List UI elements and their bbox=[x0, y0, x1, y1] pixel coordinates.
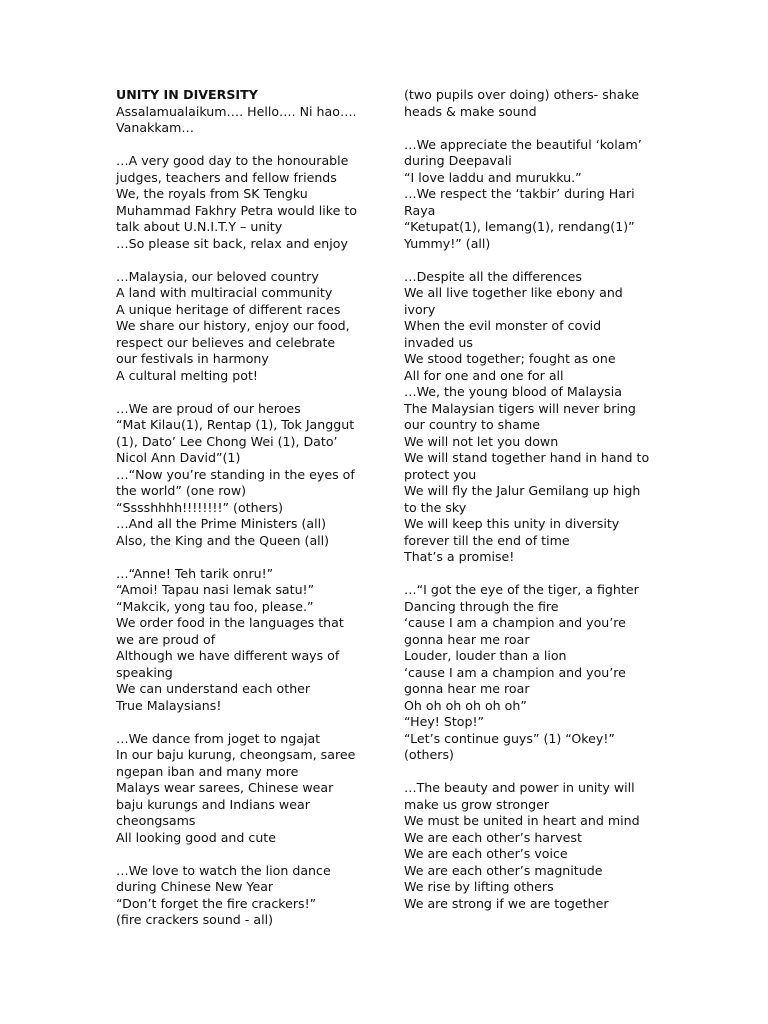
text-line: “Don’t forget the fire crackers!” bbox=[116, 895, 317, 911]
text-line: cheongsams bbox=[116, 813, 196, 828]
text-line: (two pupils over doing) others- shake bbox=[404, 87, 640, 102]
right-column bbox=[404, 87, 658, 912]
text-line: …And all the Prime Ministers (all) bbox=[116, 516, 327, 531]
text-line: …A very good day to the honourable bbox=[116, 153, 349, 168]
text-line: judges, teachers and fellow friends bbox=[116, 169, 337, 185]
text-line: That’s a promise! bbox=[404, 549, 515, 564]
text-line: We are each other’s harvest bbox=[404, 829, 582, 845]
text-line: All looking good and cute bbox=[116, 829, 276, 845]
text-line: We share our history, enjoy our food, bbox=[116, 318, 350, 333]
text-line: “Ketupat(1), lemang(1), rendang(1)” bbox=[404, 219, 635, 234]
text-line: True Malaysians! bbox=[116, 697, 222, 713]
text-line: We are each other’s magnitude bbox=[404, 862, 603, 878]
text-line: …So please sit back, relax and enjoy bbox=[116, 235, 348, 251]
text-line: forever till the end of time bbox=[404, 532, 570, 548]
text-line: “Amoi! Tapau nasi lemak satu!” bbox=[116, 582, 315, 597]
text-line: Dancing through the fire bbox=[404, 598, 559, 614]
text-line: We are each other’s voice bbox=[404, 846, 568, 861]
document-title: UNITY IN DIVERSITY bbox=[116, 87, 258, 102]
text-line: baju kurungs and Indians wear bbox=[116, 796, 310, 812]
text-line: We order food in the languages that bbox=[116, 615, 344, 630]
text-line: Assalamualaikum…. Hello…. Ni hao…. bbox=[116, 103, 357, 119]
text-line: We must be united in heart and mind bbox=[404, 813, 640, 828]
stanza-gap bbox=[116, 714, 376, 731]
stanza-gap bbox=[404, 566, 658, 583]
text-line: talk about U.N.I.T.Y – unity bbox=[116, 219, 283, 234]
stanza-gap bbox=[404, 764, 658, 781]
text-line: “Sssshhhh!!!!!!!!” (others) bbox=[116, 499, 283, 515]
text-line: Yummy!” (all) bbox=[404, 235, 491, 251]
text-line: All for one and one for all bbox=[404, 367, 564, 383]
text-line: Raya bbox=[404, 202, 436, 218]
text-line: make us grow stronger bbox=[404, 796, 550, 812]
text-line: Vanakkam… bbox=[116, 120, 194, 135]
text-line: We, the royals from SK Tengku bbox=[116, 186, 308, 201]
text-line: (fire crackers sound - all) bbox=[116, 912, 273, 927]
text-line: our country to shame bbox=[404, 417, 540, 432]
text-line: …We are proud of our heroes bbox=[116, 400, 301, 416]
text-line: “I love laddu and murukku.” bbox=[404, 169, 582, 185]
text-line: A land with multiracial community bbox=[116, 285, 333, 300]
text-line: …Malaysia, our beloved country bbox=[116, 268, 319, 284]
text-line: …We dance from joget to ngajat bbox=[116, 730, 321, 746]
text-line: Oh oh oh oh oh oh” bbox=[404, 697, 527, 713]
text-line: The Malaysian tigers will never bring bbox=[404, 400, 636, 416]
text-line: “Hey! Stop!” bbox=[404, 714, 485, 729]
text-line: to the sky bbox=[404, 499, 467, 515]
text-line: …The beauty and power in unity will bbox=[404, 780, 635, 795]
text-line: Nicol Ann David”(1) bbox=[116, 450, 241, 465]
text-line: during Chinese New Year bbox=[116, 879, 274, 894]
text-line: …“Now you’re standing in the eyes of bbox=[116, 466, 355, 482]
stanza-gap bbox=[116, 137, 376, 154]
text-line: A cultural melting pot! bbox=[116, 367, 258, 383]
text-line: during Deepavali bbox=[404, 153, 512, 168]
text-line: Although we have different ways of bbox=[116, 648, 340, 663]
text-line: ngepan iban and many more bbox=[116, 763, 299, 779]
text-line: In our baju kurung, cheongsam, saree bbox=[116, 747, 356, 762]
text-line: protect you bbox=[404, 466, 477, 482]
text-line: invaded us bbox=[404, 334, 473, 350]
text-line: respect our believes and celebrate bbox=[116, 334, 336, 350]
text-line: ‘cause I am a champion and you’re bbox=[404, 615, 626, 630]
text-line: Muhammad Fakhry Petra would like to bbox=[116, 202, 357, 218]
left-column bbox=[116, 87, 376, 929]
stanza-gap bbox=[404, 120, 658, 137]
text-line: …“I got the eye of the tiger, a fighter bbox=[404, 582, 639, 597]
text-line: ‘cause I am a champion and you’re bbox=[404, 664, 626, 680]
text-line: ivory bbox=[404, 301, 436, 317]
text-line: …Despite all the differences bbox=[404, 268, 582, 284]
text-line: …We, the young blood of Malaysia bbox=[404, 384, 622, 399]
text-line: …We appreciate the beautiful ‘kolam’ bbox=[404, 136, 642, 152]
text-line: …We respect the ‘takbir’ during Hari bbox=[404, 186, 635, 201]
text-line: “Makcik, yong tau foo, please.” bbox=[116, 598, 314, 614]
text-line: We all live together like ebony and bbox=[404, 285, 623, 300]
text-line: …“Anne! Teh tarik onru!” bbox=[116, 565, 274, 581]
text-line: We will stand together hand in hand to bbox=[404, 450, 650, 465]
text-line: We will not let you down bbox=[404, 433, 559, 449]
text-line: “Mat Kilau(1), Rentap (1), Tok Janggut bbox=[116, 417, 355, 432]
text-line: Also, the King and the Queen (all) bbox=[116, 532, 330, 548]
stanza-gap bbox=[404, 252, 658, 269]
text-line: gonna hear me roar bbox=[404, 631, 530, 647]
text-line: We can understand each other bbox=[116, 681, 311, 696]
text-line: our festivals in harmony bbox=[116, 351, 269, 366]
text-line: Louder, louder than a lion bbox=[404, 648, 567, 663]
text-line: We will keep this unity in diversity bbox=[404, 516, 620, 531]
text-line: (others) bbox=[404, 747, 454, 762]
text-line: We will fly the Jalur Gemilang up high bbox=[404, 483, 641, 498]
text-line: We rise by lifting others bbox=[404, 879, 554, 894]
text-line: A unique heritage of different races bbox=[116, 301, 341, 317]
stanza-gap bbox=[116, 252, 376, 269]
text-line: (1), Dato’ Lee Chong Wei (1), Dato’ bbox=[116, 433, 338, 449]
text-line: heads & make sound bbox=[404, 103, 537, 119]
text-line: “Let’s continue guys” (1) “Okey!” bbox=[404, 730, 615, 746]
text-line: When the evil monster of covid bbox=[404, 318, 602, 333]
text-line: speaking bbox=[116, 664, 173, 680]
text-line: We are strong if we are together bbox=[404, 895, 609, 911]
text-line: Malays wear sarees, Chinese wear bbox=[116, 780, 334, 795]
text-line: …We love to watch the lion dance bbox=[116, 862, 331, 878]
text-line: gonna hear me roar bbox=[404, 681, 530, 696]
text-line: We stood together; fought as one bbox=[404, 351, 616, 366]
stanza-gap bbox=[116, 384, 376, 401]
stanza-gap bbox=[116, 846, 376, 863]
text-line: we are proud of bbox=[116, 631, 216, 647]
text-line: the world” (one row) bbox=[116, 483, 247, 498]
stanza-gap bbox=[116, 549, 376, 566]
